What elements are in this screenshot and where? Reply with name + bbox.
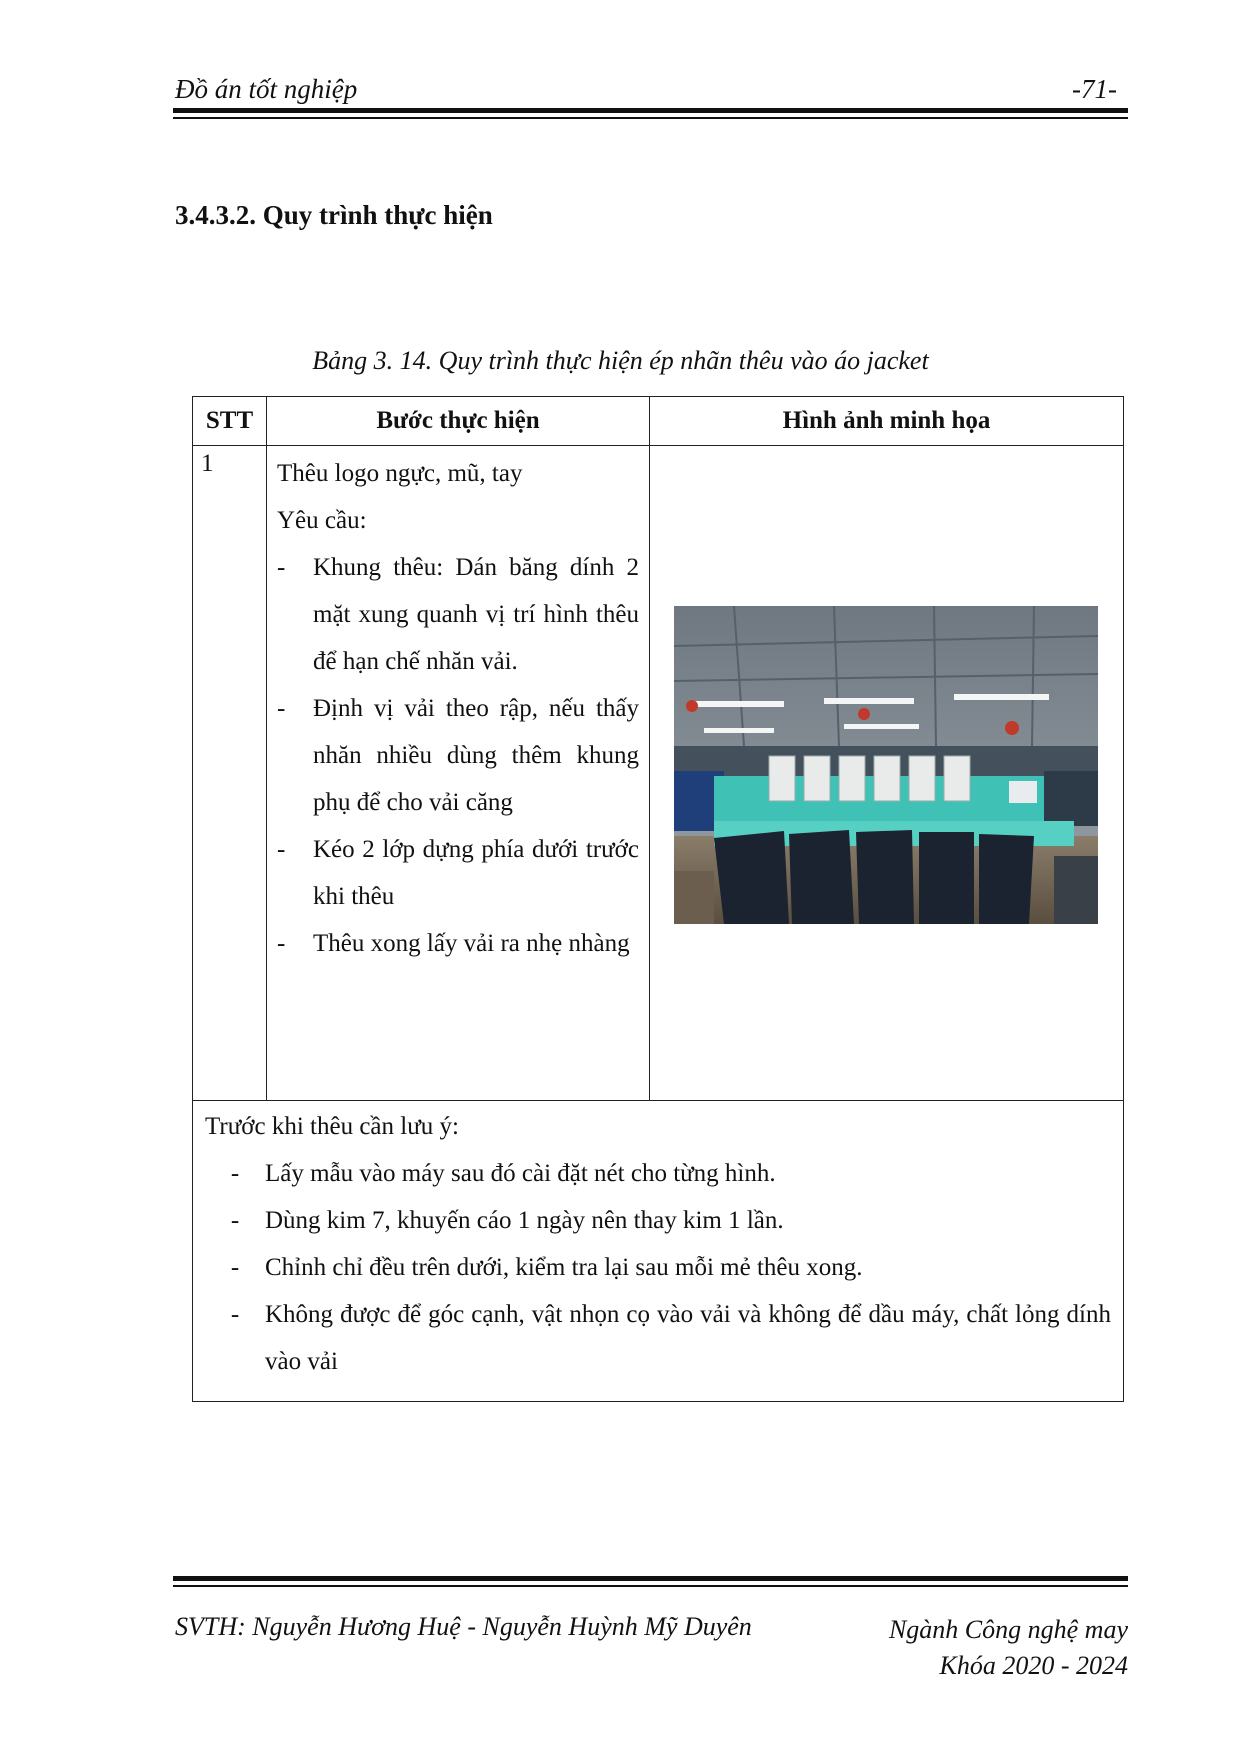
header-rule bbox=[173, 108, 1128, 113]
header-rule-thin bbox=[173, 117, 1128, 119]
footer-cohort: Khóa 2020 - 2024 bbox=[939, 1651, 1128, 1680]
footer-authors: SVTH: Nguyễn Hương Huệ - Nguyễn Huỳnh Mỹ Duyên bbox=[175, 1612, 752, 1641]
footer-info bbox=[889, 1612, 1128, 1684]
list-item-text: Dùng kim 7, khuyến cáo 1 ngày nên thay kim 1 lần. bbox=[265, 1207, 784, 1234]
notes-title: Trước khi thêu cần lưu ý: bbox=[205, 1113, 459, 1140]
row-stt: 1 bbox=[193, 446, 267, 1101]
embroidery-machine-photo bbox=[674, 606, 1098, 924]
list-item: - Khung thêu: Dán băng dính 2 mặt xung quanh vị trí hình thêu để hạn chế nhăn vải. bbox=[277, 544, 639, 685]
row-image-cell bbox=[650, 446, 1124, 1101]
footer-rule-thin bbox=[173, 1585, 1128, 1587]
footer-major: Ngành Công nghệ may bbox=[888, 1615, 1128, 1644]
list-item-text: Khung thêu: Dán băng dính 2 mặt xung quanh vị trí hình thêu để hạn chế nhăn vải. bbox=[313, 554, 639, 675]
list-item-text: Thêu xong lấy vải ra nhẹ nhàng bbox=[313, 930, 630, 957]
column-header-step: Bước thực hiện bbox=[267, 397, 650, 446]
column-header-image: Hình ảnh minh họa bbox=[650, 397, 1124, 446]
list-item: - Thêu xong lấy vải ra nhẹ nhàng bbox=[277, 920, 639, 967]
table-row bbox=[193, 446, 1124, 1101]
list-item-text: Không được để góc cạnh, vật nhọn cọ vào vải và không để dầu máy, chất lỏng dính vào vải bbox=[265, 1301, 1111, 1375]
list-item: - Không được để góc cạnh, vật nhọn cọ vào vải và không để dầu máy, chất lỏng dính vào vải bbox=[205, 1291, 1111, 1385]
footer-rule bbox=[173, 1576, 1128, 1581]
list-item-text: Lấy mẫu vào máy sau đó cài đặt nét cho từng hình. bbox=[265, 1160, 776, 1187]
list-item: - Lấy mẫu vào máy sau đó cài đặt nét cho từng hình. bbox=[205, 1150, 1111, 1197]
list-item: - Dùng kim 7, khuyến cáo 1 ngày nên thay kim 1 lần. bbox=[205, 1197, 1111, 1244]
list-item: - Định vị vải theo rập, nếu thấy nhăn nhiều dùng thêm khung phụ để cho vải căng bbox=[277, 685, 639, 826]
table-header-row bbox=[193, 397, 1124, 446]
notes-cell bbox=[193, 1101, 1124, 1402]
page-number: -71- bbox=[1072, 74, 1117, 104]
column-header-stt: STT bbox=[193, 397, 267, 446]
process-table bbox=[192, 396, 1124, 1402]
notes-row bbox=[193, 1101, 1124, 1402]
list-item: - Kéo 2 lớp dựng phía dưới trước khi thêu bbox=[277, 826, 639, 920]
list-item-text: Định vị vải theo rập, nếu thấy nhăn nhiều dùng thêm khung phụ để cho vải căng bbox=[313, 695, 639, 816]
header-title: Đồ án tốt nghiệp bbox=[175, 74, 358, 104]
section-heading: 3.4.3.2. Quy trình thực hiện bbox=[175, 200, 493, 230]
row-step-cell bbox=[267, 446, 650, 1101]
step-title: Thêu logo ngực, mũ, tay bbox=[277, 460, 523, 487]
table-caption: Bảng 3. 14. Quy trình thực hiện ép nhãn thêu vào áo jacket bbox=[312, 346, 929, 375]
list-item-text: Chỉnh chỉ đều trên dưới, kiểm tra lại sau mỗi mẻ thêu xong. bbox=[265, 1254, 863, 1281]
requirement-label: Yêu cầu: bbox=[277, 507, 367, 534]
list-item: - Chỉnh chỉ đều trên dưới, kiểm tra lại sau mỗi mẻ thêu xong. bbox=[205, 1244, 1111, 1291]
list-item-text: Kéo 2 lớp dựng phía dưới trước khi thêu bbox=[313, 836, 639, 910]
